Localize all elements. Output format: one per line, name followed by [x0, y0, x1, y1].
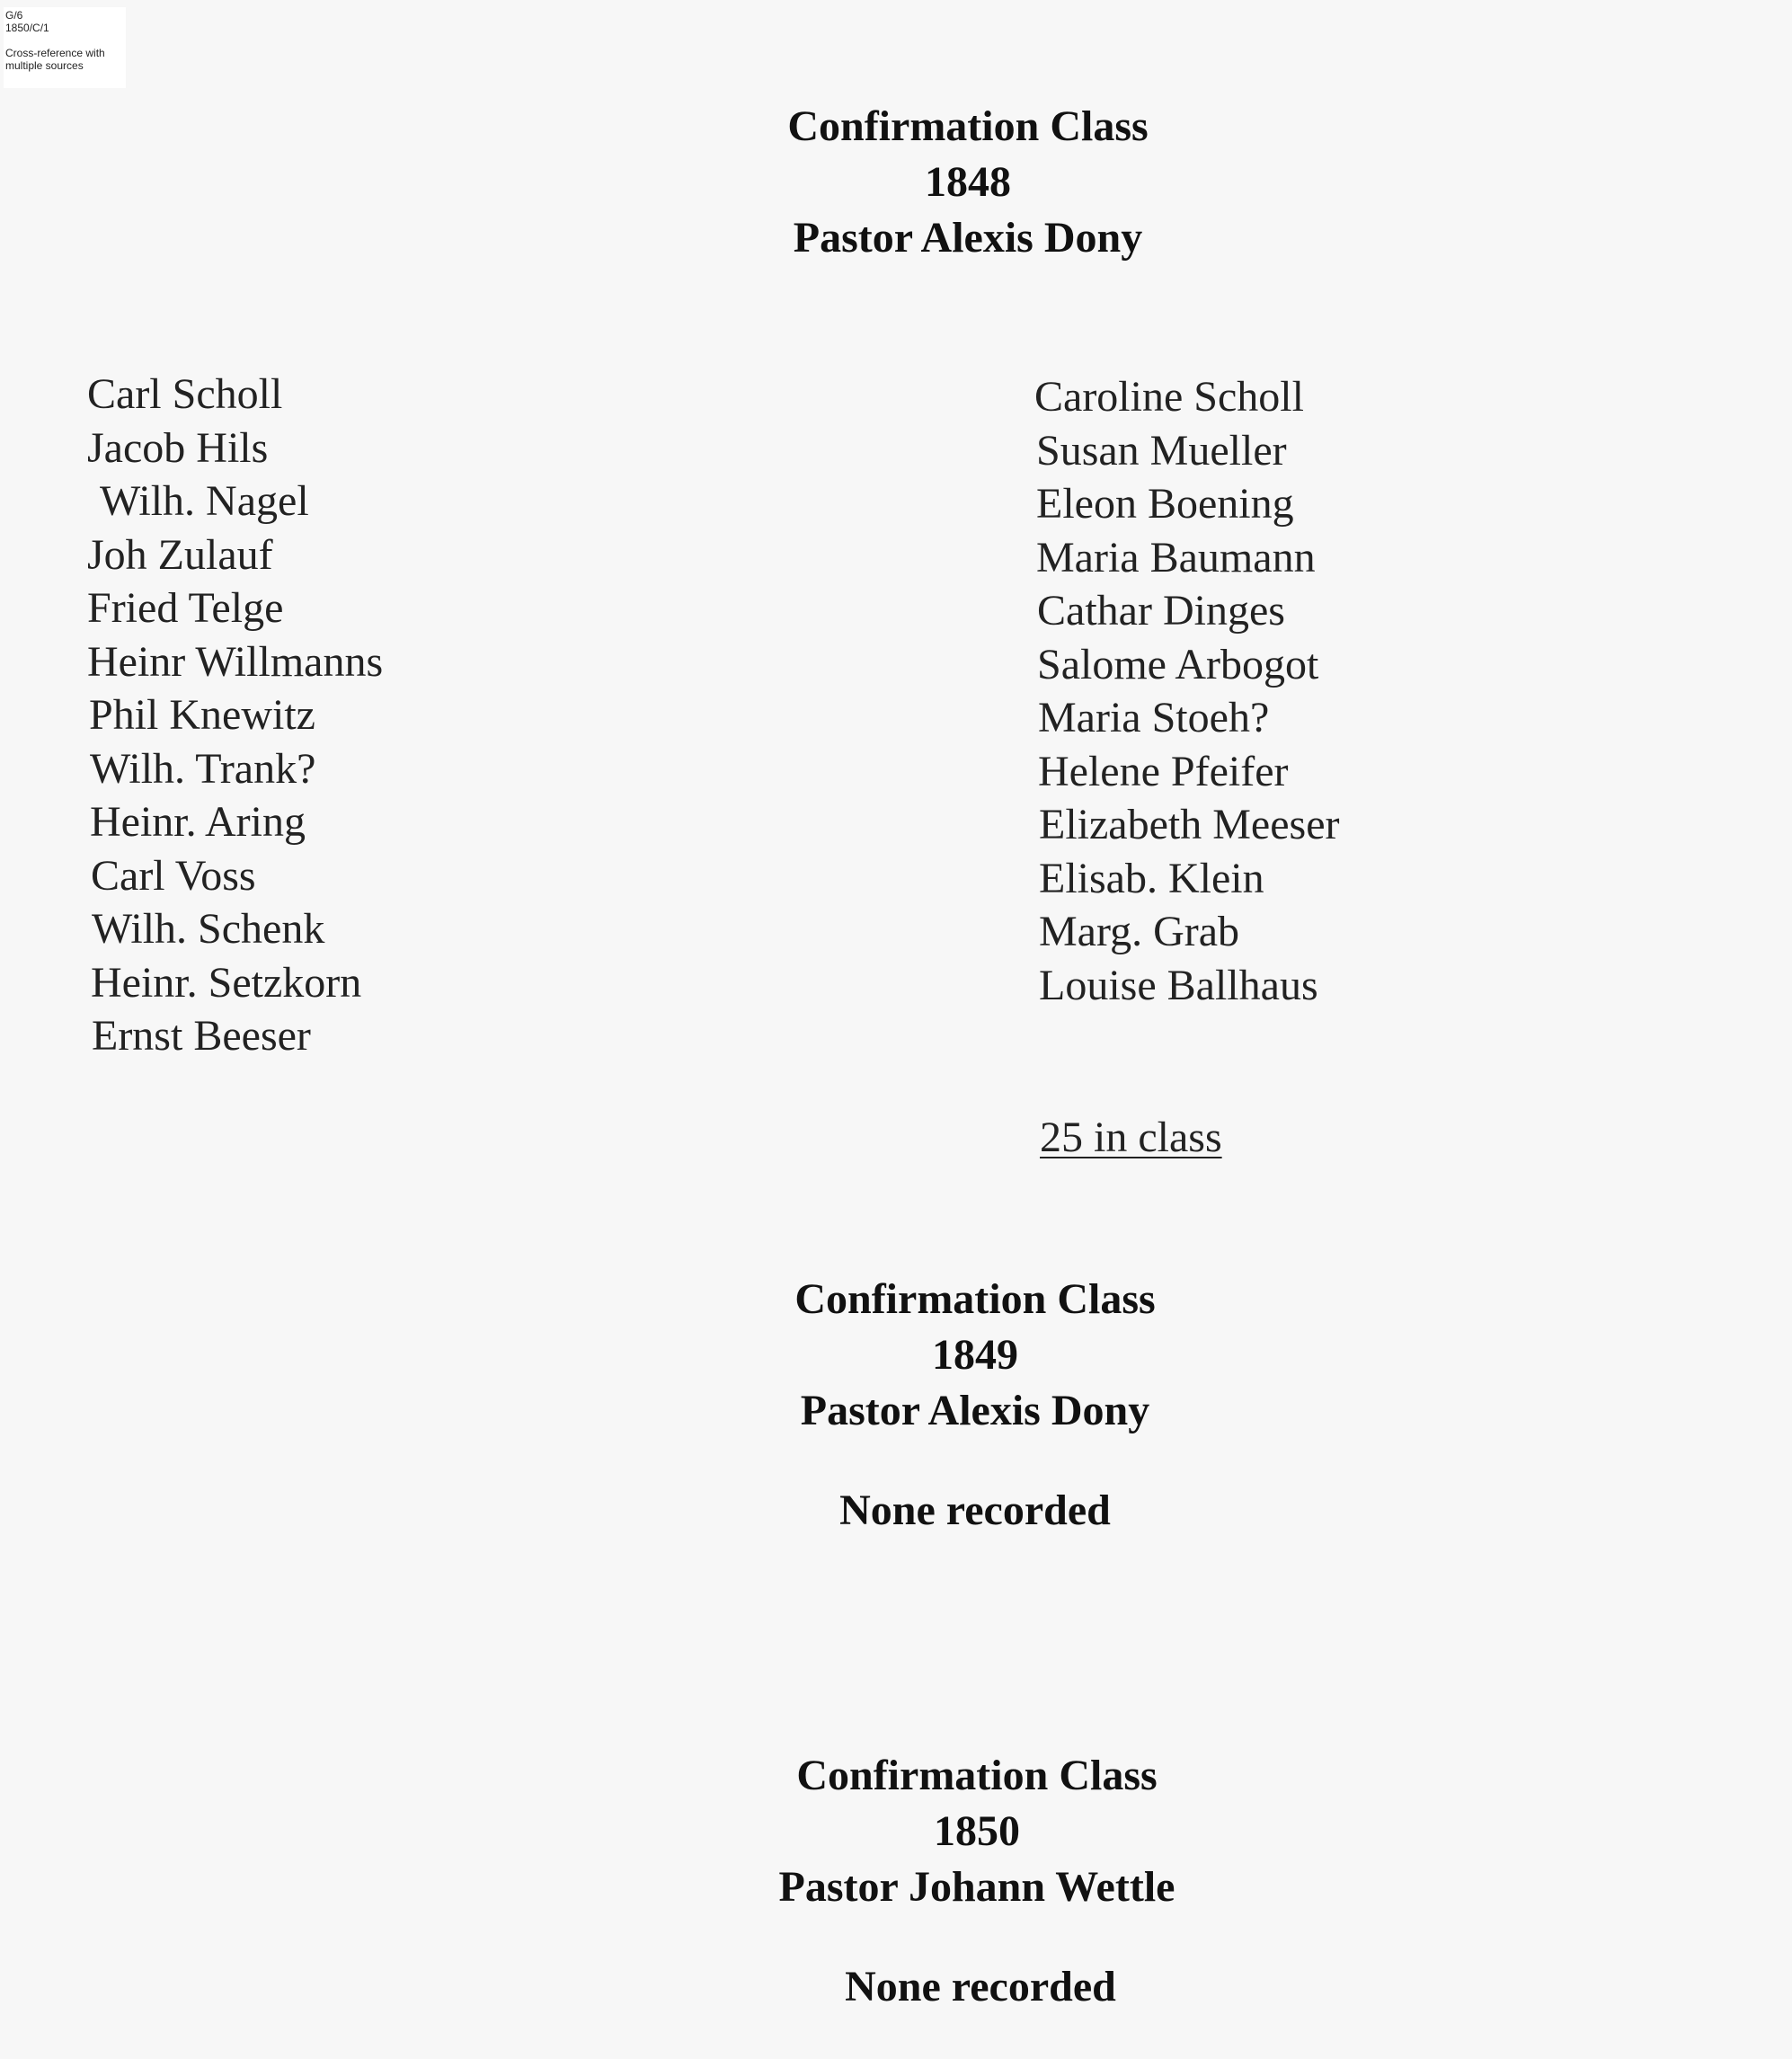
list-item: Maria Stoeh? — [1038, 694, 1270, 741]
note-line-1: G/6 — [5, 9, 23, 22]
list-item: Susan Mueller — [1036, 426, 1287, 475]
list-item: Elisab. Klein — [1039, 854, 1264, 902]
list-item: Eleon Boening — [1036, 480, 1294, 528]
status-1850: None recorded — [845, 1963, 1116, 2010]
list-item: Cathar Dinges — [1037, 587, 1285, 635]
list-item: Elizabeth Meeser — [1039, 801, 1340, 848]
list-item: Jacob Hils — [87, 423, 269, 472]
heading-1848 — [72, 99, 1792, 266]
list-item: Wilh. Trank? — [90, 744, 316, 793]
list-item: Heinr. Aring — [90, 798, 306, 846]
heading-1849-pastor: Pastor Alexis Dony — [800, 1387, 1150, 1434]
note-line-2: 1850/C/1 — [5, 22, 49, 34]
list-item: Louise Ballhaus — [1039, 961, 1318, 1009]
list-item: Carl Scholl — [87, 370, 283, 418]
list-item: Ernst Beeser — [92, 1012, 311, 1060]
heading-1850-year: 1850 — [934, 1807, 1020, 1855]
list-item: Caroline Scholl — [1034, 373, 1304, 421]
list-item: Heinr Willmanns — [87, 637, 384, 686]
list-item: Wilh. Schenk — [92, 905, 325, 953]
heading-1849-year: 1849 — [932, 1331, 1018, 1379]
list-item: Joh Zulauf — [87, 530, 273, 579]
list-item: Salome Arbogot — [1037, 640, 1319, 688]
class-count-1848: 25 in class — [1040, 1114, 1222, 1161]
heading-1850 — [81, 1748, 1792, 1915]
heading-1850-pastor: Pastor Johann Wettle — [778, 1863, 1175, 1911]
heading-1849-title: Confirmation Class — [794, 1275, 1156, 1323]
list-item: Helene Pfeifer — [1038, 747, 1289, 795]
heading-1848-year: 1848 — [925, 158, 1011, 206]
corner-reference-note — [4, 7, 126, 88]
list-item: Fried Telge — [87, 584, 284, 632]
list-item: Wilh. Nagel — [100, 477, 309, 525]
note-line-4: multiple sources — [5, 59, 84, 72]
heading-1848-pastor: Pastor Alexis Dony — [793, 214, 1143, 262]
list-item: Maria Baumann — [1036, 533, 1316, 581]
boys-list-1848 — [87, 368, 383, 1063]
note-line-3: Cross-reference with — [5, 47, 105, 59]
heading-1848-title: Confirmation Class — [787, 102, 1149, 150]
heading-1850-title: Confirmation Class — [796, 1752, 1158, 1799]
status-1849: None recorded — [839, 1487, 1111, 1534]
heading-1849 — [79, 1272, 1792, 1439]
note-spacer — [5, 34, 124, 47]
list-item: Carl Voss — [91, 851, 256, 900]
list-item: Marg. Grab — [1039, 908, 1240, 955]
list-item: Heinr. Setzkorn — [91, 958, 362, 1007]
girls-list-1848 — [1034, 370, 1340, 1012]
list-item: Phil Knewitz — [89, 691, 315, 739]
